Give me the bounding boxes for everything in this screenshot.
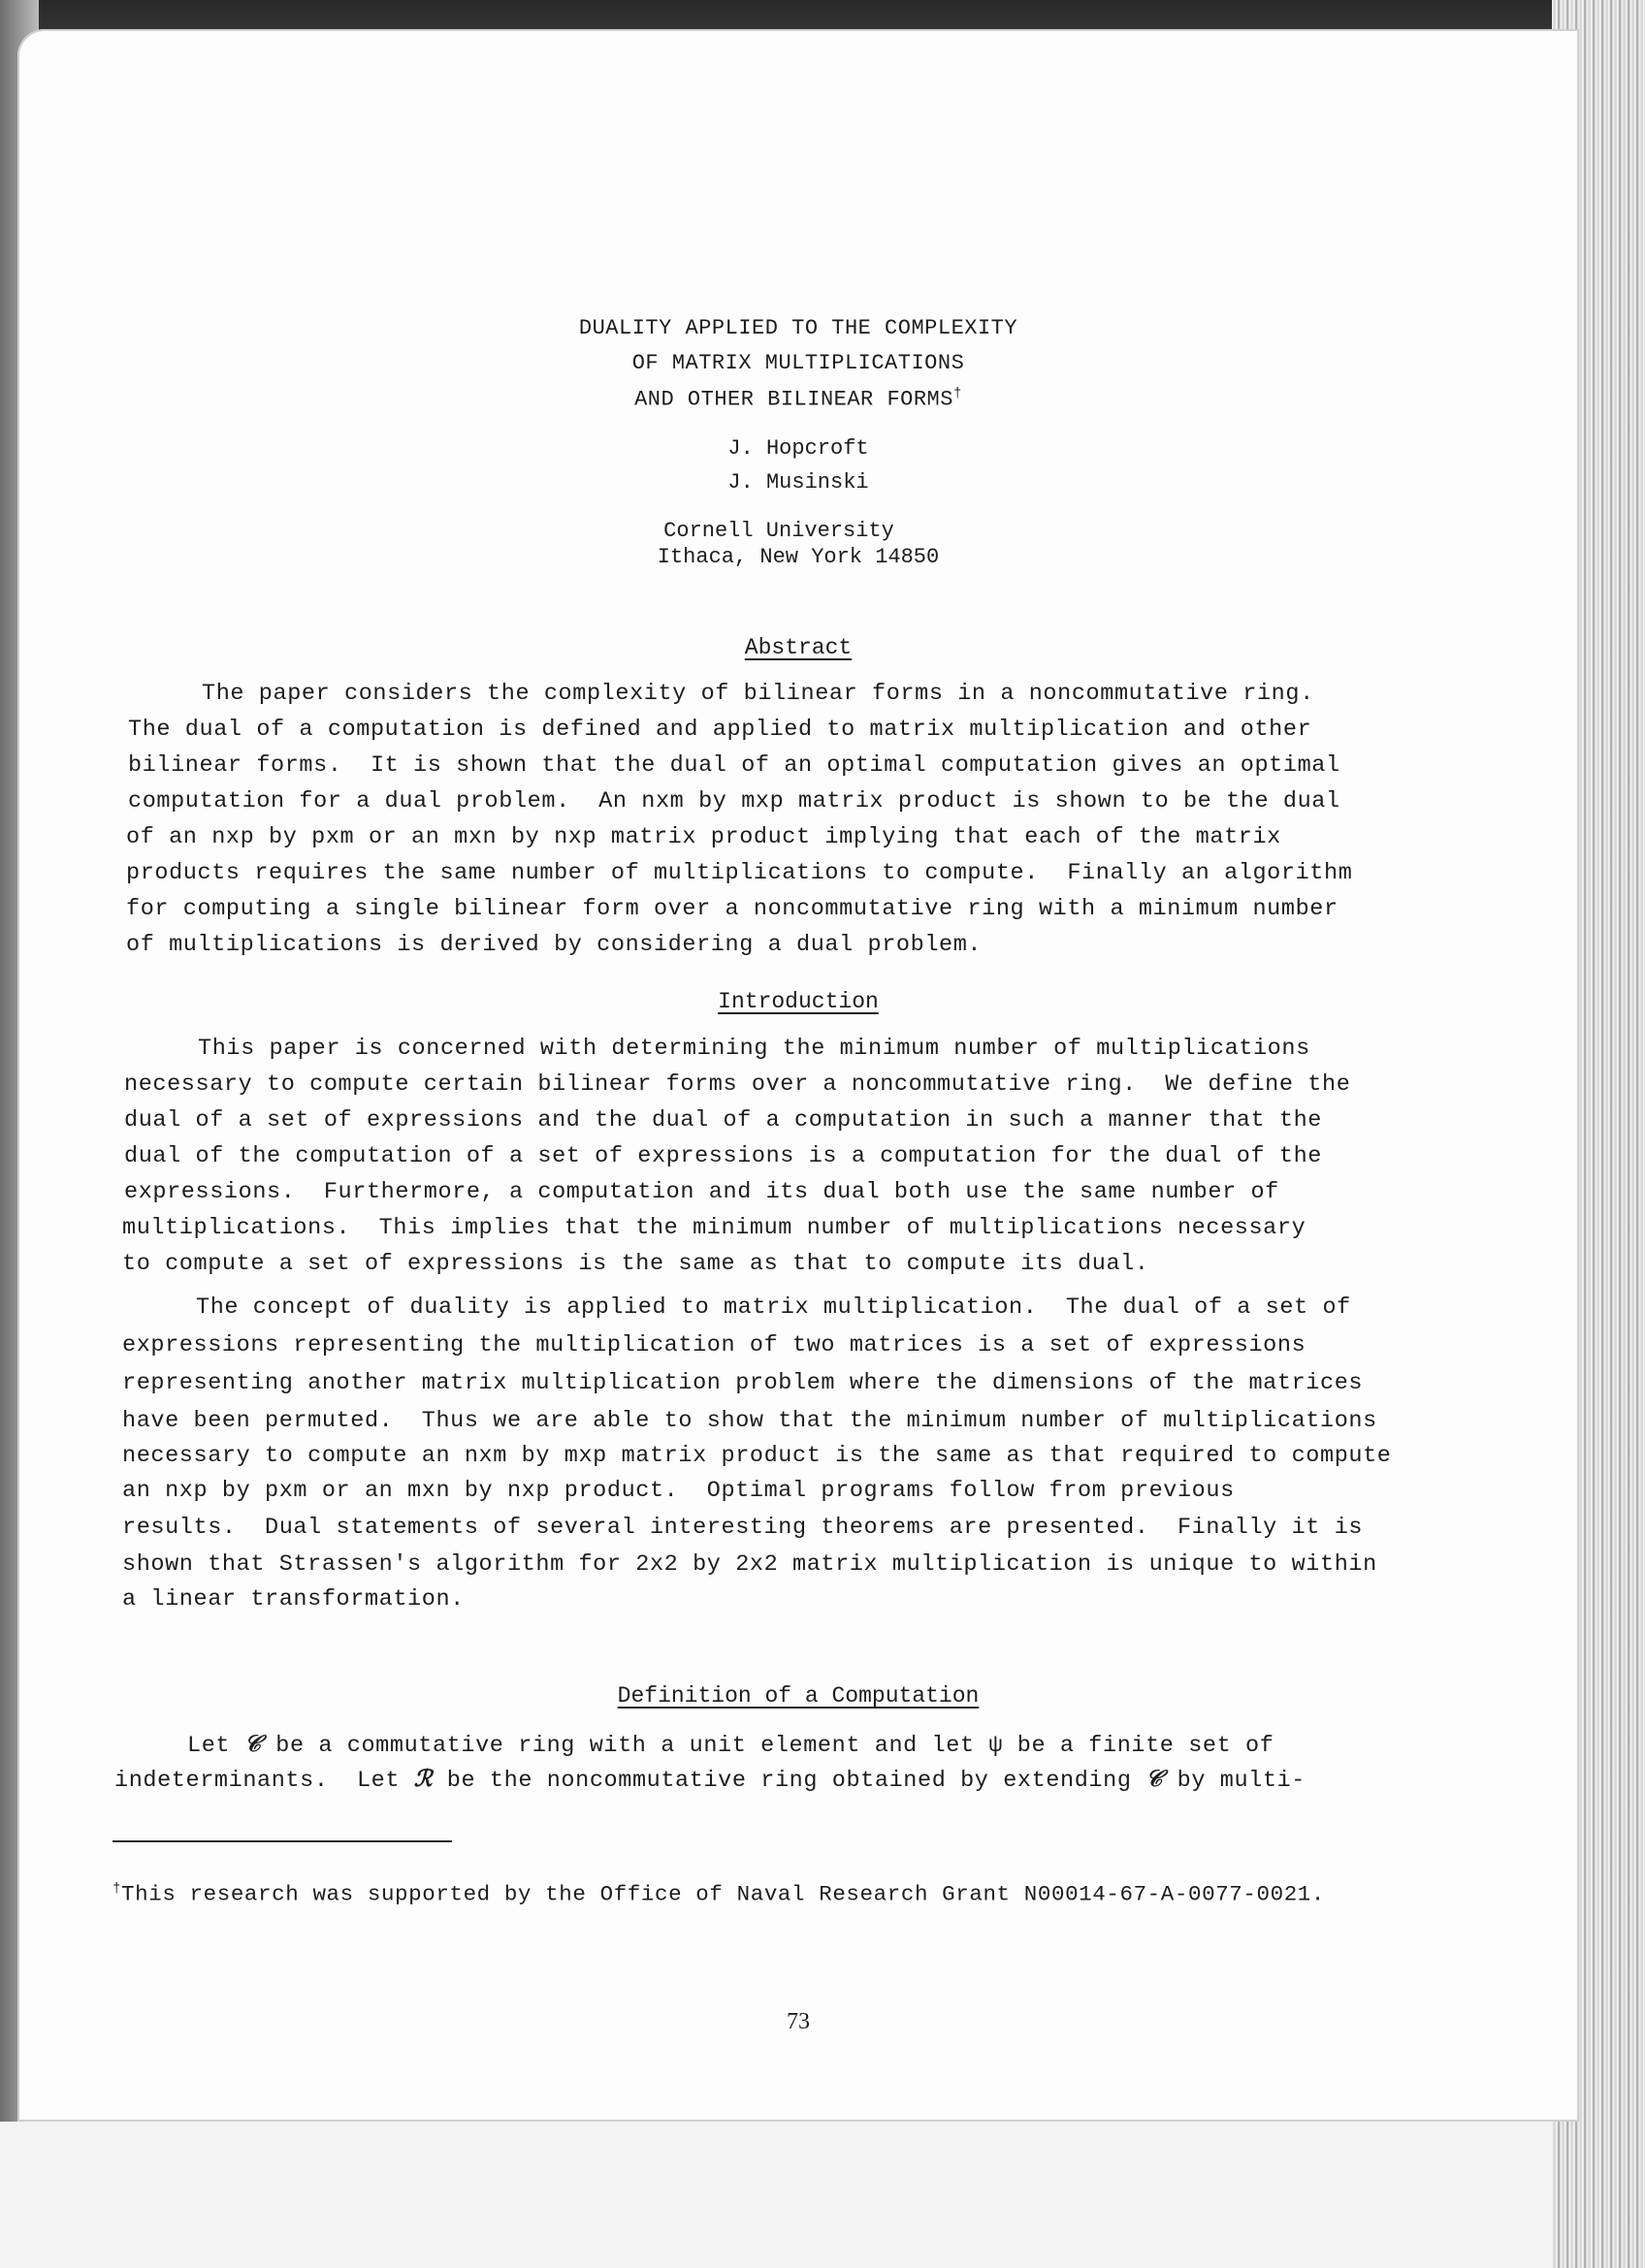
ring-c-symbol: 𝒞: [1145, 1765, 1163, 1792]
abstract-line: of multiplications is derived by considering a dual problem.: [126, 932, 983, 958]
intro-line: dual of the computation of a set of expressions is a computation for the dual of the: [124, 1143, 1322, 1169]
paper-title-line-3: AND OTHER BILINEAR FORMS†: [634, 386, 962, 412]
psi-symbol: ψ: [988, 1733, 1004, 1759]
ring-r-symbol: ℛ: [413, 1765, 434, 1792]
abstract-line: The paper considers the complexity of bilinear forms in a noncommutative ring.: [202, 681, 1314, 707]
footnote-dagger: †: [113, 1881, 122, 1897]
abstract-line: The dual of a computation is defined and applied to matrix multiplication and other: [128, 717, 1312, 743]
affiliation-line-1: Cornell University: [663, 519, 894, 543]
intro-line: This paper is concerned with determining the minimum number of multiplications: [198, 1036, 1310, 1062]
author-1: J. Hopcroft: [727, 436, 869, 461]
intro-line: expressions representing the multiplication of two matrices is a set of expressions: [122, 1332, 1306, 1358]
intro-line: have been permuted. Thus we are able to show that the minimum number of multiplications: [122, 1408, 1377, 1434]
abstract-line: computation for a dual problem. An nxm by mxp matrix product is shown to be the dual: [128, 788, 1340, 815]
definition-line-2: indeterminants. Let ℛ be the noncommutative ring obtained by extending 𝒞 by multi-: [114, 1765, 1306, 1794]
footnote: †This research was supported by the Office of Naval Research Grant N00014-67-A-0077-0021.: [113, 1881, 1326, 1907]
affiliation-line-2: Ithaca, New York 14850: [657, 545, 940, 569]
intro-line: representing another matrix multiplication problem where the dimensions of the matrices: [122, 1370, 1364, 1396]
intro-line: to compute a set of expressions is the same as that to compute its dual.: [122, 1251, 1149, 1277]
intro-line: results. Dual statements of several interesting theorems are presented. Finally it is: [122, 1515, 1364, 1541]
paper-title-line-2: OF MATRIX MULTIPLICATIONS: [631, 351, 965, 375]
intro-line: The concept of duality is applied to matrix multiplication. The dual of a set of: [196, 1294, 1351, 1321]
abstract-heading: Abstract: [744, 635, 853, 660]
footnote-rule: [113, 1840, 452, 1842]
abstract-line: for computing a single bilinear form over a noncommutative ring with a minimum number: [126, 896, 1339, 922]
intro-line: necessary to compute an nxm by mxp matrix product is the same as that required to compute: [122, 1443, 1392, 1469]
intro-line: an nxp by pxm or an mxn by nxp product. Optimal programs follow from previous: [122, 1478, 1235, 1504]
intro-line: shown that Strassen's algorithm for 2x2 by 2x2 matrix multiplication is unique to within: [122, 1551, 1377, 1578]
intro-line: multiplications. This implies that the minimum number of multiplications necessary: [122, 1215, 1306, 1241]
author-2: J. Musinski: [727, 470, 869, 495]
intro-line: necessary to compute certain bilinear forms over a noncommutative ring. We define the: [124, 1071, 1351, 1098]
scan-border-bottom: [0, 2122, 1645, 2268]
intro-line: expressions. Furthermore, a computation and its dual both use the same number of: [124, 1179, 1279, 1205]
intro-line: a linear transformation.: [122, 1586, 465, 1613]
page-number: 73: [787, 2009, 810, 2034]
paper-page: [17, 29, 1579, 2122]
abstract-line: of an nxp by pxm or an mxn by nxp matrix product implying that each of the matrix: [126, 824, 1281, 850]
introduction-heading: Introduction: [718, 989, 879, 1014]
abstract-line: products requires the same number of multiplications to compute. Finally an algorithm: [126, 860, 1353, 886]
paper-title-line-1: DUALITY APPLIED TO THE COMPLEXITY: [578, 316, 1018, 340]
intro-line: dual of a set of expressions and the dual of a computation in such a manner that the: [124, 1107, 1322, 1134]
ring-c-symbol: 𝒞: [243, 1730, 262, 1757]
definition-line-1: Let 𝒞 be a commutative ring with a unit element and let ψ be a finite set of: [187, 1730, 1274, 1759]
definition-heading: Definition of a Computation: [617, 1683, 980, 1709]
title-dagger: †: [952, 386, 962, 401]
abstract-line: bilinear forms. It is shown that the dual of an optimal computation gives an optimal: [128, 752, 1340, 779]
